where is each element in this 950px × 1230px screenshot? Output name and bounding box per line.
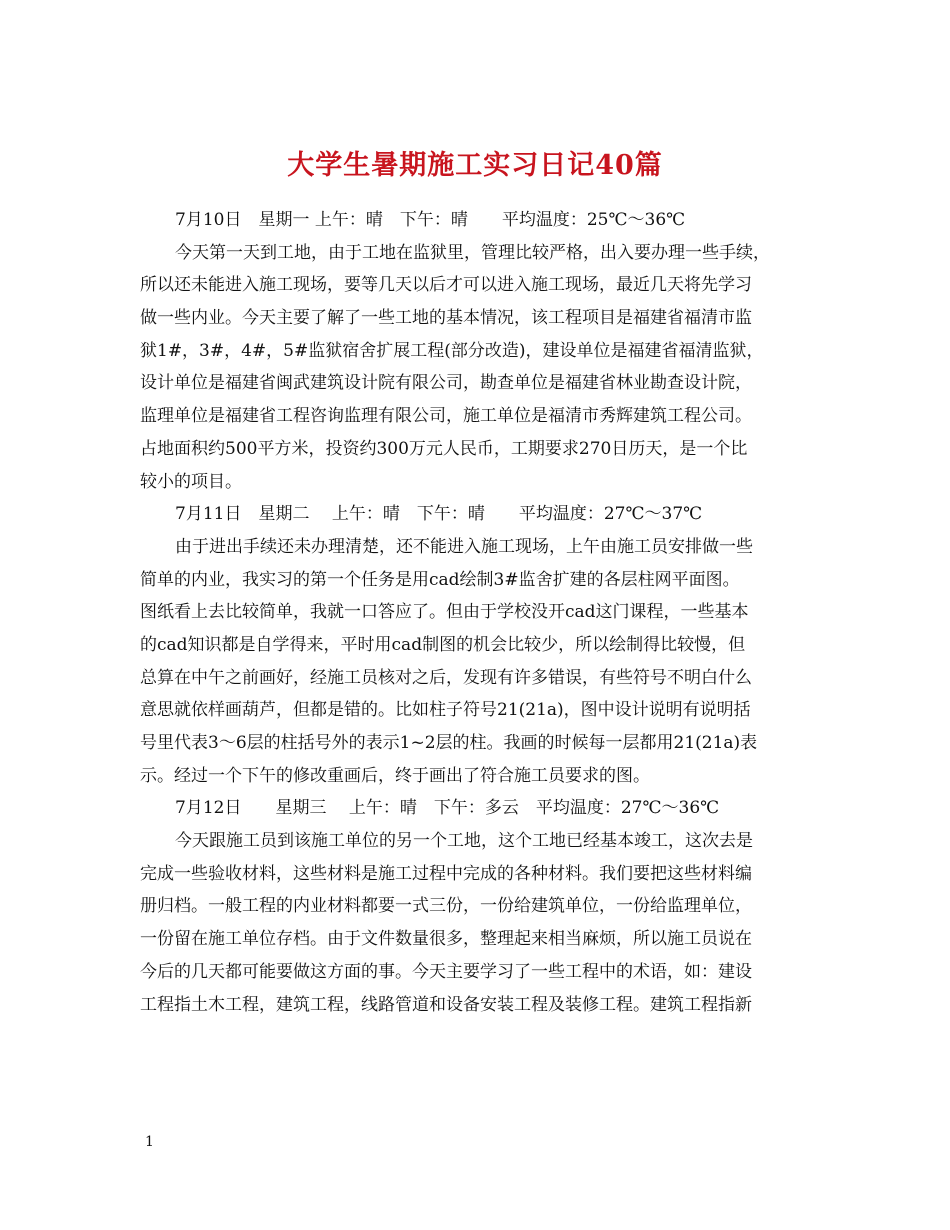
- text-line: 监理单位是福建省工程咨询监理有限公司，施工单位是福清市秀辉建筑工程公司。: [140, 406, 752, 427]
- text-line: 7月10日 星期一 上午：晴 下午：晴 平均温度：25℃～36℃: [175, 210, 686, 230]
- page-number: 1: [145, 1134, 154, 1150]
- text-line: 简单的内业，我实习的第一个任务是用cad绘制3#监舍扩建的各层柱网平面图。: [140, 569, 740, 590]
- text-line: 所以还未能进入施工现场，要等几天以后才可以进入施工现场，最近几天将先学习: [140, 275, 752, 296]
- text-line: 完成一些验收材料，这些材料是施工过程中完成的各种材料。我们要把这些材料编: [140, 863, 752, 884]
- text-line: 7月12日 星期三 上午：晴 下午：多云 平均温度：27℃～36℃: [175, 798, 720, 819]
- text-line: 册归档。一般工程的内业材料都要一式三份，一份给建筑单位，一份给监理单位，: [140, 896, 752, 917]
- text-line: 狱1#，3#，4#，5#监狱宿舍扩展工程(部分改造)，建设单位是福建省福清监狱，: [140, 340, 764, 361]
- text-line: 号里代表3～6层的柱括号外的表示1~2层的柱。我画的时候每一层都用21(21a)表: [140, 733, 758, 753]
- text-line: 图纸看上去比较简单，我就一口答应了。但由于学校没开cad这门课程，一些基本: [140, 602, 749, 623]
- text-line: 由于进出手续还未办理清楚，还不能进入施工现场，上午由施工员安排做一些: [175, 536, 753, 557]
- text-line: 今天跟施工员到该施工单位的另一个工地，这个工地已经基本竣工，这次去是: [175, 831, 753, 852]
- text-line: 示。经过一个下午的修改重画后，终于画出了符合施工员要求的图。: [140, 765, 650, 786]
- document-body: [140, 204, 830, 1021]
- text-line: 较小的项目。: [140, 471, 242, 492]
- text-line: 今天第一天到工地，由于工地在监狱里，管理比较严格，出入要办理一些手续，: [175, 242, 770, 263]
- text-line: 总算在中午之前画好，经施工员核对之后，发现有许多错误，有些符号不明白什么: [140, 667, 752, 688]
- text-line: 做一些内业。今天主要了解了一些工地的基本情况，该工程项目是福建省福清市监: [140, 308, 752, 329]
- text-line: 设计单位是福建省闽武建筑设计院有限公司，勘查单位是福建省林业勘查设计院，: [140, 373, 752, 394]
- text-line: 意思就依样画葫芦，但都是错的。比如柱子符号21(21a)，图中设计说明有说明括: [140, 700, 751, 721]
- text-line: 今后的几天都可能要做这方面的事。今天主要学习了一些工程中的术语，如：建设: [140, 961, 752, 982]
- text-line: 工程指土木工程，建筑工程，线路管道和设备安装工程及装修工程。建筑工程指新: [140, 994, 752, 1015]
- text-line: 一份留在施工单位存档。由于文件数量很多，整理起来相当麻烦，所以施工员说在: [140, 929, 752, 950]
- text-line: 7月11日 星期二 上午：晴 下午：晴 平均温度：27℃～37℃: [175, 504, 703, 525]
- text-line: 占地面积约500平方米，投资约300万元人民币，工期要求270日历天，是一个比: [140, 438, 748, 459]
- text-line: 的cad知识都是自学得来，平时用cad制图的机会比较少，所以绘制得比较慢，但: [140, 634, 746, 655]
- page-title: 大学生暑期施工实习日记40篇: [287, 150, 663, 182]
